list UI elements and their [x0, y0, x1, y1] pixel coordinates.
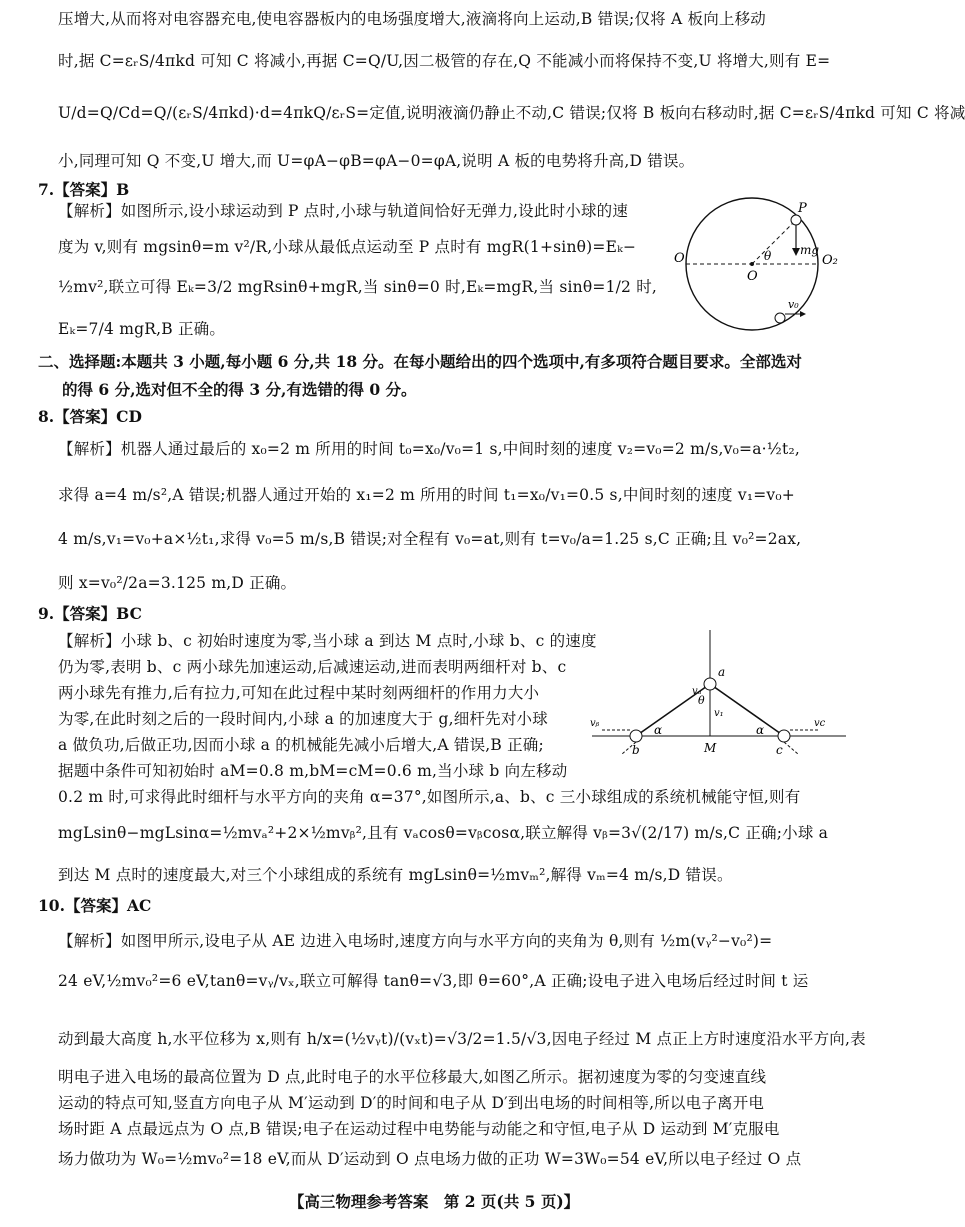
text-line: 【解析】机器人通过最后的 x₀=2 m 所用的时间 t₀=x₀/v₀=1 s,中间时刻的速度 v₂=v₀=2 m/s,v₀=a·½t₂,: [58, 440, 800, 458]
text-line: 求得 a=4 m/s²,A 错误;机器人通过开始的 x₁=2 m 所用的时间 t₁=x₀/v₁=0.5 s,中间时刻的速度 v₁=v₀+: [58, 486, 795, 504]
text-line: 场力做功为 W₀=½mv₀²=18 eV,而从 D′运动到 O 点电场力做的正功 W=3W₀=54 eV,所以电子经过 O 点: [58, 1150, 802, 1168]
text-line: 【解析】如图所示,设小球运动到 P 点时,小球与轨道间恰好无弹力,设此时小球的速: [58, 202, 629, 220]
label-v1: v₁: [714, 708, 724, 719]
figure-circle-track: [672, 192, 842, 342]
label-O2: O₂: [822, 253, 838, 268]
figure-rod-system: [588, 626, 850, 766]
label-O1: O: [674, 251, 685, 266]
label-a: a: [718, 665, 726, 679]
section-heading: 二、选择题:本题共 3 小题,每小题 6 分,共 18 分。在每小题给出的四个选项中,有多项符合题目要求。全部选对: [38, 352, 802, 371]
text-line: 两小球先有推力,后有拉力,可知在此过程中某时刻两细杆的作用力大小: [58, 684, 540, 702]
text-line: 运动的特点可知,竖直方向电子从 M′运动到 D′的时间和电子从 D′到出电场的时间相等,所以电子离开电: [58, 1094, 765, 1112]
answer-heading-9: 9.【答案】BC: [38, 604, 142, 623]
label-b: b: [632, 743, 640, 757]
label-O: O: [747, 269, 758, 284]
text-line: 24 eV,½mv₀²=6 eV,tanθ=vᵧ/vₓ,联立可解得 tanθ=√3,即 θ=60°,A 正确;设电子进入电场后经过时间 t 运: [58, 972, 809, 990]
text-line: 仍为零,表明 b、c 两小球先加速运动,后减速运动,进而表明两细杆对 b、c: [58, 658, 567, 676]
label-vc: vc: [814, 718, 826, 729]
text-line: 明电子进入电场的最高位置为 D 点,此时电子的水平位移最大,如图乙所示。据初速度为零的匀变速直线: [58, 1068, 767, 1086]
label-c: c: [776, 743, 783, 757]
label-vb: vᵦ: [590, 718, 600, 729]
text-line: 则 x=v₀²/2a=3.125 m,D 正确。: [58, 574, 297, 592]
label-theta: θ: [764, 249, 772, 263]
label-M: M: [704, 741, 717, 755]
text-line: 度为 v,则有 mgsinθ=m v²/R,小球从最低点运动至 P 点时有 mgR(1+sinθ)=Eₖ−: [58, 238, 637, 256]
text-line: ½mv²,联立可得 Eₖ=3/2 mgRsinθ+mgR,当 sinθ=0 时,Eₖ=mgR,当 sinθ=1/2 时,: [58, 278, 658, 296]
text-line: mgLsinθ−mgLsinα=½mvₐ²+2×½mvᵦ²,且有 vₐcosθ=vᵦcosα,联立解得 vᵦ=3√(2/17) m/s,C 正确;小球 a: [58, 824, 829, 842]
text-line: 小,同理可知 Q 不变,U 增大,而 U=φA−φB=φA−0=φA,说明 A 板的电势将升高,D 错误。: [58, 152, 695, 170]
answer-heading-7: 7.【答案】B: [38, 180, 130, 199]
label-alpha-left: α: [654, 723, 663, 737]
label-P: P: [798, 201, 807, 216]
text-line: 为零,在此时刻之后的一段时间内,小球 a 的加速度大于 g,细杆先对小球: [58, 710, 548, 728]
answer-heading-8: 8.【答案】CD: [38, 407, 142, 426]
label-va: vₐ: [692, 686, 702, 697]
text-line: 时,据 C=εᵣS/4πkd 可知 C 将减小,再据 C=Q/U,因二极管的存在,Q 不能减小而将保持不变,U 将增大,则有 E=: [58, 52, 831, 70]
text-line: Eₖ=7/4 mgR,B 正确。: [58, 320, 226, 338]
text-line: 0.2 m 时,可求得此时细杆与水平方向的夹角 α=37°,如图所示,a、b、c 三小球组成的系统机械能守恒,则有: [58, 788, 801, 806]
text-line: 4 m/s,v₁=v₀+a×½t₁,求得 v₀=5 m/s,B 错误;对全程有 v₀=at,则有 t=v₀/a=1.25 s,C 正确;且 v₀²=2ax,: [58, 530, 802, 548]
label-theta: θ: [698, 694, 705, 707]
text-line: 动到最大高度 h,水平位移为 x,则有 h/x=(½vᵧt)/(vₓt)=√3/2=1.5/√3,因电子经过 M 点正上方时速度沿水平方向,表: [58, 1030, 866, 1048]
label-alpha-right: α: [756, 723, 765, 737]
text-line: 到达 M 点时的速度最大,对三个小球组成的系统有 mgLsinθ=½mvₘ²,解得 vₘ=4 m/s,D 错误。: [58, 866, 733, 884]
page-footer: 【高三物理参考答案 第 2 页(共 5 页)】: [288, 1192, 580, 1211]
text-line: 压增大,从而将对电容器充电,使电容器板内的电场强度增大,液滴将向上运动,B 错误;仅将 A 板向上移动: [58, 10, 766, 28]
text-line: U/d=Q/Cd=Q/(εᵣS/4πkd)·d=4πkQ/εᵣS=定值,说明液滴仍静止不动,C 错误;仅将 B 板向右移动时,据 C=εᵣS/4πkd 可知 C 将减: [58, 104, 965, 122]
label-v0: v₀: [788, 298, 799, 311]
text-line: 据题中条件可知初始时 aM=0.8 m,bM=cM=0.6 m,当小球 b 向左移动: [58, 762, 568, 780]
text-line: a 做负功,后做正功,因而小球 a 的机械能先减小后增大,A 错误,B 正确;: [58, 736, 544, 754]
text-line: 【解析】小球 b、c 初始时速度为零,当小球 a 到达 M 点时,小球 b、c 的速度: [58, 632, 597, 650]
text-line: 场时距 A 点最远点为 O 点,B 错误;电子在运动过程中电势能与动能之和守恒,电子从 D 运动到 M′克服电: [58, 1120, 780, 1138]
answer-heading-10: 10.【答案】AC: [38, 896, 152, 915]
label-mg: mg: [800, 243, 820, 257]
section-heading-cont: 的得 6 分,选对但不全的得 3 分,有选错的得 0 分。: [62, 380, 417, 399]
text-line: 【解析】如图甲所示,设电子从 AE 边进入电场时,速度方向与水平方向的夹角为 θ,则有 ½m(vᵧ²−v₀²)=: [58, 932, 773, 950]
